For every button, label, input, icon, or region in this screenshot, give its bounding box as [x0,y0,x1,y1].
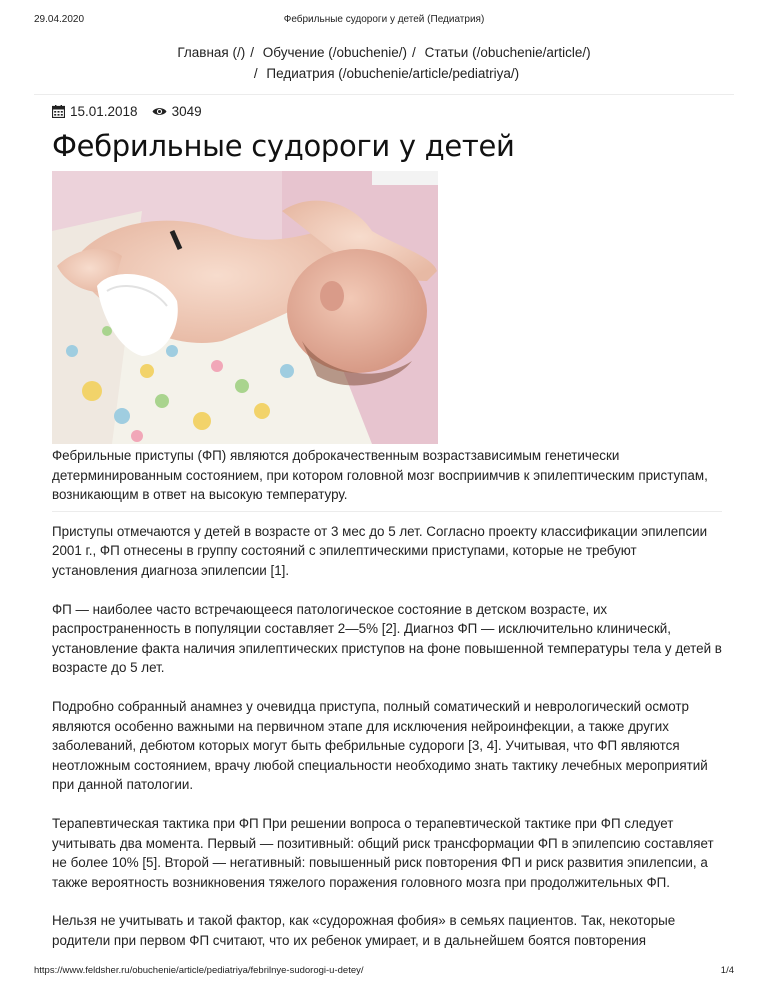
calendar-icon [52,105,65,118]
eye-icon [152,106,167,117]
print-header [34,14,734,30]
breadcrumb-line-2 [60,63,708,84]
breadcrumb-item-pediatrics[interactable]: Педиатрия (/obuchenie/article/pediatriya/) [266,66,520,81]
header-divider [34,94,734,95]
breadcrumb-item-education[interactable]: Обучение (/obuchenie/) [262,45,408,60]
infant-photo [52,171,438,444]
page-number: 1/4 [720,965,734,976]
breadcrumb-separator: / [253,66,258,81]
print-date: 29.04.2020 [34,14,85,25]
print-url: https://www.feldsher.ru/obuchenie/article/pediatriya/febrilnye-sudorogi-u-detey/ [34,965,364,976]
article-date: 15.01.2018 [70,104,138,119]
breadcrumb-item-articles[interactable]: Статьи (/obuchenie/article/) [424,45,591,60]
article-title: Фебрильные судороги у детей [52,129,515,163]
article-paragraph: Подробно собранный анамнез у очевидца приступа, полный соматический и неврологический осмотр являются особенно важными на первичном этапе для исключения нейроинфекции, а также других заболеваний, дебютом которых могут быть фебрильные судороги [3, 4]. Учитывая, что ФП являются неотложным состоянием, врачу любой специальности необходимо знать тактику лечебных мероприятий при данной патологии. [52,698,708,793]
breadcrumb-separator: / [412,45,416,60]
breadcrumb-line-1 [60,42,708,63]
article-body [52,446,722,950]
breadcrumb [60,42,708,84]
breadcrumb-item-home[interactable]: Главная (/) [177,45,246,60]
print-document-title: Фебрильные судороги у детей (Педиатрия) [283,14,485,25]
article-meta [52,104,202,119]
article-photo [52,171,438,444]
article-paragraph: Терапевтическая тактика при ФП При решении вопроса о терапевтической тактике при ФП следует учитывать два момента. Первый — позитивный: общий риск трансформации ФП в эпилепсию составляет не более 10% [5]. Второй — негативный: повышенный риск повторения ФП и риск развития эпилепсии, а также вероятность возникновения тяжелого поражения головного мозга при продолжительных ФП. [52,815,714,890]
article-paragraph: Приступы отмечаются у детей в возрасте от 3 мес до 5 лет. Согласно проекту классификации эпилепсии 2001 г., ФП отнесены в группу состояний с эпилептическими приступами, которые не требуют установления диагноза эпилепсии [1]. [52,523,708,578]
print-footer [34,958,734,994]
article-paragraph: Нельзя не учитывать и такой фактор, как «судорожная фобия» в семьях пациентов. Так, некоторые родители при первом ФП считают, что их ребенок умирает, и в дальнейшем боятся повторения [52,913,676,948]
view-count: 3049 [171,104,202,119]
article-paragraph: ФП — наиболее часто встречающееся патологическое состояние в детском возрасте, их распространенность в популяции составляет 2—5% [2]. Диагноз ФП — исключительно клиническй, установление факта наличия эпилептических приступов на фоне повышенной температуры тела у детей в возрасте до 5 лет. [52,601,722,676]
paragraph-divider [52,511,722,512]
article-paragraph: Фебрильные приступы (ФП) являются доброкачественным возрастзависимым генетически детерминированным состоянием, при котором головной мозг восприимчив к эпилептическим приступам, возникающим в ответ на высокую температуру. [52,448,708,503]
breadcrumb-separator: / [250,45,254,60]
views-block [152,104,202,119]
